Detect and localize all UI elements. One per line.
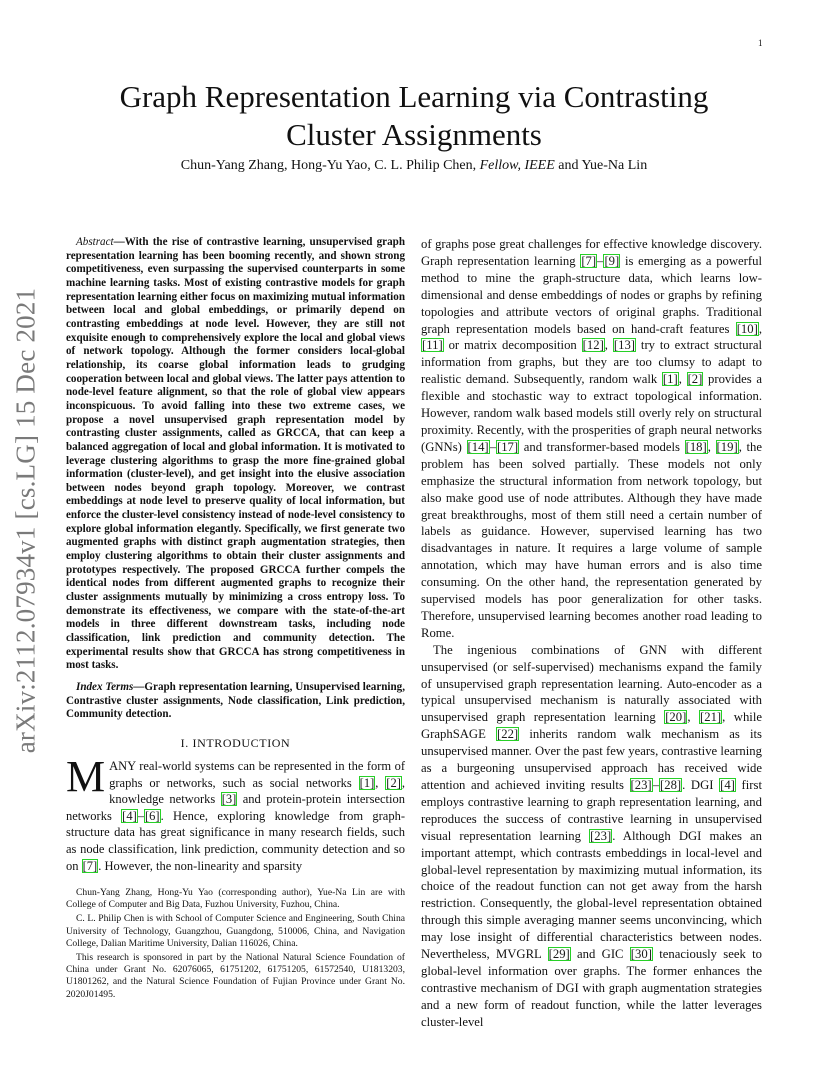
right-column <box>421 236 762 1031</box>
citation-link[interactable]: [14] <box>467 439 489 454</box>
citation-link[interactable]: [23] <box>630 778 652 792</box>
section-heading-introduction: I. INTRODUCTION <box>180 735 291 750</box>
drop-cap: M <box>66 751 106 801</box>
citation-link[interactable]: [9] <box>604 253 620 268</box>
footnote-affiliation-authors: Chun-Yang Zhang, Hong-Yu Yao (corresponding author), Yue-Na Lin are with College of Computer and Big Data, Fuzhou University, Fuzhou, China. <box>66 887 405 911</box>
abstract-text: —With the rise of contrastive learning, unsupervised graph representation learning has been booming recently, and shown strong competitiveness, even surpassing the supervised counterparts in some machine learning tasks. Most of existing contrastive models for graph representation learning either focus on maximizing mutual information between local and global embeddings, or primarily depend on contrasting embeddings at node level. However, they are still not exquisite enough to comprehensively explore the local and global views of network topology. Although the former considers local-global relationship, its coarse global information leads to grudging cooperation between local and global views. The latter pays attention to node-level feature alignment, so that the role of global view appears inconspicuous. To avoid falling into these two extreme cases, we propose a novel unsupervised graph representation model by contrasting cluster assignments, called as GRCCA, that can keep a balanced aggregation of local and global information. It is motivated to leverage clustering algorithms to grasp the more fine-grained global information (cluster-level), and get insight into the elusive association between nodes beyond graph topology. Moreover, we contrast embeddings at node level to preserve quality of local information, but enforce the cluster-level consistency instead of node-level consistency to explore global information elegantly. Specifically, we first generate two augmented graphs with distinct graph augmentation strategies, then employ clustering algorithms to obtain their cluster assignments and prototypes respectively. The proposed GRCCA further compels the identical nodes from different augmented graphs to recognize their cluster assignments mutually by minimizing a cross entropy loss. To demonstrate its effectiveness, we compare with the state-of-the-art models in three different downstream tasks, including node classification, link prediction and community detection. The experimental results show that GRCCA has strong competitiveness in most tasks. <box>66 236 405 672</box>
citation-link[interactable]: [11] <box>422 338 443 353</box>
citation-link[interactable]: [21] <box>700 710 722 725</box>
arxiv-identifier-stamp <box>6 287 46 753</box>
citation-link[interactable]: [23] <box>590 828 612 843</box>
citation-link[interactable]: [4] <box>122 808 137 823</box>
citation-link[interactable]: [1] <box>359 775 375 790</box>
citation-link[interactable]: [4] <box>720 778 735 792</box>
intro-body-text: ANY real-world systems can be represented in the form of graphs or networks, such as social networks [1], [2], knowledge networks [3] and protein-protein intersection networks [4]–[6]. Hence, exploring knowledge from graph-structure data has great significance in many research fields, such as node classification, link prediction, community detection and so on [7]. However, the non-linearity and sparsity <box>66 758 406 873</box>
citation-link[interactable]: [20] <box>665 710 687 725</box>
footnotes <box>66 887 405 1003</box>
body-paragraph: The ingenious combinations of GNN with different unsupervised (or self-supervised) mechanisms expand the family of unsupervised graph representation learning. Auto-encoder as a typical unsupervised mechanism is naturally associated with unsupervised graph representation learning [20], [21], while GraphSAGE [22] inherits random walk mechanism as its unsupervised manner. Over the past few years, contrastive learning as a burgeoning unsupervised approach has received wide attention and achieved inviting results [23]–[28]. DGI [4] first employs contrastive learning to graph representation learning, and reproduces the success of contrastive learning in unsupervised visual representation learning [23]. Although DGI makes an important attempt, which contrasts embeddings in local-level and global-level representation by maximizing mutual information, its choice of the readout function can not get away from the harsh restriction. Consequently, the global-level representation obtained through this simple averaging manner seems unconvincing, which may lose insight of differential characteristics between nodes. Nevertheless, MVGRL [29] and GIC [30] tenaciously seek to global-level information over graphs. The former enhances the contrastive mechanism of DGI with graph augmentation strategies and a new form of readout function, while the latter leverages cluster-level <box>421 642 762 1029</box>
citation-link[interactable]: [22] <box>497 727 519 742</box>
left-column <box>66 236 405 874</box>
citation-link[interactable]: [29] <box>548 947 570 962</box>
citation-link[interactable]: [18] <box>685 439 707 454</box>
index-terms <box>66 681 405 722</box>
citation-link[interactable]: [7] <box>581 253 597 268</box>
citation-link[interactable]: [6] <box>144 808 160 823</box>
citation-link[interactable]: [2] <box>687 372 703 387</box>
citation-link[interactable]: [12] <box>582 338 604 353</box>
citation-link[interactable]: [17] <box>496 439 519 454</box>
citation-link[interactable]: [7] <box>82 858 98 873</box>
footnote-affiliation-chen: C. L. Philip Chen is with School of Computer Science and Engineering, South China University of Technology, Guangzhou, Guangdong, 510006, China, and Navigation College, Dalian Maritime University, Dalian 116026, China. <box>66 913 405 949</box>
citation-link[interactable]: [13] <box>613 338 636 353</box>
citation-link[interactable]: [19] <box>716 439 738 454</box>
author-names: Chun-Yang Zhang, Hong-Yu Yao, C. L. Philip Chen, <box>180 158 480 173</box>
citation-link[interactable]: [10] <box>736 321 758 336</box>
intro-paragraph <box>66 751 406 874</box>
author-line <box>80 158 748 174</box>
footnote-funding: This research is sponsored in part by the National Natural Science Foundation of China under Grant No. 62076065, 61751202, 61751205, 61572540, U1813203, U1801262, and the Natural Science Foundation of Fujian Province under Grant No. 2020J01495. <box>66 952 405 1000</box>
author-fellowship: Fellow, IEEE <box>479 158 555 173</box>
citation-link[interactable]: [3] <box>221 792 237 807</box>
index-terms-label: Index Terms <box>76 681 134 693</box>
index-terms-text: —Graph representation learning, Unsupervised learning, Contrastive cluster assignments, Node classification, Link prediction, Community detection. <box>66 681 405 721</box>
abstract-label: Abstract <box>76 236 114 248</box>
citation-link[interactable]: [2] <box>386 775 401 790</box>
abstract <box>66 236 405 673</box>
citation-link[interactable]: [1] <box>662 372 678 387</box>
citation-link[interactable]: [30] <box>630 947 652 962</box>
page-number: 1 <box>758 38 763 48</box>
author-names-last: and Yue-Na Lin <box>554 158 648 173</box>
arxiv-identifier-text: arXiv:2112.07934v1 [cs.LG] 15 Dec 2021 <box>10 287 41 753</box>
citation-link[interactable]: [28] <box>660 778 682 792</box>
paper-title: Graph Representation Learning via Contrasting Cluster Assignments <box>119 79 709 152</box>
body-paragraph: of graphs pose great challenges for effective knowledge discovery. Graph representation learning [7]–[9] is emerging as a powerful method to mine the graph-structure data, which learns low-dimensional and dense embeddings of nodes or graphs by refining topologies and attribute vectors of original graphs. Traditional graph representation models based on hand-craft features [10], [11] or matrix decomposition [12], [13] try to extract structural information from graphs, but they are too clumsy to adapt to realistic demand. Subsequently, random walk [1], [2] provides a flexible and stochastic way to extract topological information. However, random walk based models still overly rely on structural proximity. Recently, with the prosperities of graph neural networks (GNNs) [14]–[17] and transformer-based models [18], [19], the problem has been solved partially. These models not only emphasize the structural information from network topology, but also make good use of node attributes. Although they have made great breakthroughs, most of them still need a certain number of labels as guidance. However, supervised learning has two disadvantages in nature. It requires a large volume of sample annotation, which may have human errors and is also time consuming. On the other hand, the representation generated by supervised models has poor generalization for other tasks. Therefore, unsupervised learning becomes another road leading to Rome. <box>421 237 763 640</box>
